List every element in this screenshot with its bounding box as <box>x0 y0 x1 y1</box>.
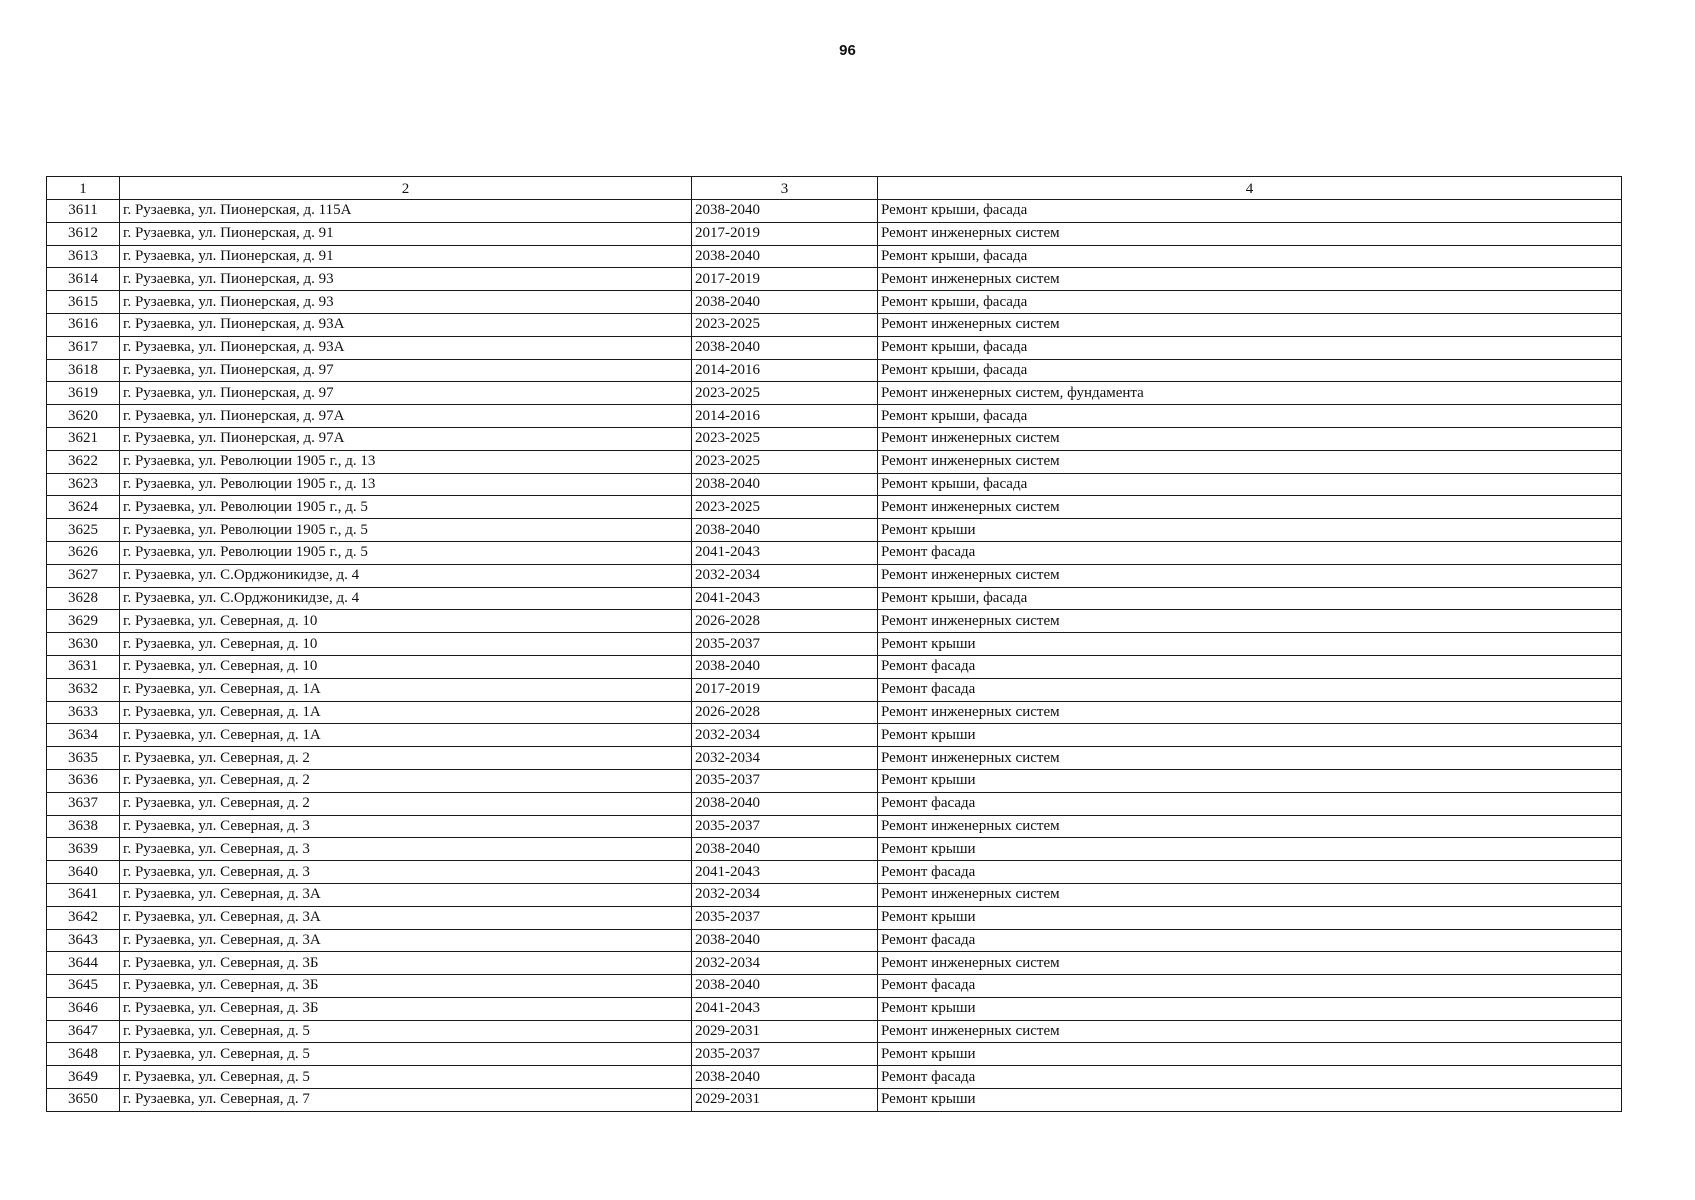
period-cell: 2023-2025 <box>692 382 878 405</box>
row-number-cell: 3632 <box>47 678 120 701</box>
row-number-cell: 3613 <box>47 245 120 268</box>
table-row <box>47 382 1622 405</box>
address-cell: г. Рузаевка, ул. Северная, д. 1А <box>120 724 692 747</box>
period-cell: 2032-2034 <box>692 564 878 587</box>
period-cell: 2038-2040 <box>692 838 878 861</box>
row-number-cell: 3628 <box>47 587 120 610</box>
table-row <box>47 427 1622 450</box>
table-row <box>47 769 1622 792</box>
work-type-cell: Ремонт инженерных систем <box>878 952 1622 975</box>
work-type-cell: Ремонт фасада <box>878 975 1622 998</box>
period-cell: 2023-2025 <box>692 450 878 473</box>
work-type-cell: Ремонт инженерных систем <box>878 222 1622 245</box>
address-cell: г. Рузаевка, ул. Революции 1905 г., д. 13 <box>120 473 692 496</box>
row-number-cell: 3641 <box>47 883 120 906</box>
row-number-cell: 3648 <box>47 1043 120 1066</box>
work-type-cell: Ремонт фасада <box>878 861 1622 884</box>
work-type-cell: Ремонт фасада <box>878 929 1622 952</box>
period-cell: 2026-2028 <box>692 610 878 633</box>
address-cell: г. Рузаевка, ул. Пионерская, д. 93 <box>120 268 692 291</box>
table-row <box>47 222 1622 245</box>
row-number-cell: 3637 <box>47 792 120 815</box>
row-number-cell: 3650 <box>47 1089 120 1112</box>
table-row <box>47 268 1622 291</box>
table-row <box>47 883 1622 906</box>
address-cell: г. Рузаевка, ул. Северная, д. 10 <box>120 633 692 656</box>
table-row <box>47 1089 1622 1112</box>
address-cell: г. Рузаевка, ул. Северная, д. 5 <box>120 1066 692 1089</box>
repair-schedule-table <box>46 176 1622 1112</box>
address-cell: г. Рузаевка, ул. Северная, д. 10 <box>120 655 692 678</box>
address-cell: г. Рузаевка, ул. Северная, д. 2 <box>120 747 692 770</box>
period-cell: 2029-2031 <box>692 1089 878 1112</box>
row-number-cell: 3630 <box>47 633 120 656</box>
work-type-cell: Ремонт крыши, фасада <box>878 291 1622 314</box>
table-row <box>47 313 1622 336</box>
work-type-cell: Ремонт крыши <box>878 838 1622 861</box>
address-cell: г. Рузаевка, ул. Северная, д. 5 <box>120 1020 692 1043</box>
row-number-cell: 3644 <box>47 952 120 975</box>
address-cell: г. Рузаевка, ул. Пионерская, д. 115А <box>120 200 692 223</box>
period-cell: 2032-2034 <box>692 747 878 770</box>
row-number-cell: 3631 <box>47 655 120 678</box>
row-number-cell: 3621 <box>47 427 120 450</box>
work-type-cell: Ремонт инженерных систем <box>878 313 1622 336</box>
work-type-cell: Ремонт инженерных систем, фундамента <box>878 382 1622 405</box>
row-number-cell: 3639 <box>47 838 120 861</box>
period-cell: 2026-2028 <box>692 701 878 724</box>
period-cell: 2032-2034 <box>692 724 878 747</box>
period-cell: 2017-2019 <box>692 268 878 291</box>
work-type-cell: Ремонт фасада <box>878 678 1622 701</box>
table-row <box>47 815 1622 838</box>
address-cell: г. Рузаевка, ул. Пионерская, д. 97А <box>120 427 692 450</box>
table-row <box>47 724 1622 747</box>
period-cell: 2032-2034 <box>692 952 878 975</box>
work-type-cell: Ремонт крыши <box>878 997 1622 1020</box>
row-number-cell: 3635 <box>47 747 120 770</box>
address-cell: г. Рузаевка, ул. Северная, д. 3 <box>120 838 692 861</box>
address-cell: г. Рузаевка, ул. Пионерская, д. 93А <box>120 313 692 336</box>
work-type-cell: Ремонт фасада <box>878 541 1622 564</box>
work-type-cell: Ремонт инженерных систем <box>878 610 1622 633</box>
table-row <box>47 1020 1622 1043</box>
table-row <box>47 929 1622 952</box>
period-cell: 2038-2040 <box>692 473 878 496</box>
address-cell: г. Рузаевка, ул. Северная, д. 3 <box>120 815 692 838</box>
address-cell: г. Рузаевка, ул. С.Орджоникидзе, д. 4 <box>120 564 692 587</box>
table-row <box>47 701 1622 724</box>
address-cell: г. Рузаевка, ул. Северная, д. 2 <box>120 792 692 815</box>
period-cell: 2038-2040 <box>692 929 878 952</box>
row-number-cell: 3636 <box>47 769 120 792</box>
address-cell: г. Рузаевка, ул. Северная, д. 3Б <box>120 952 692 975</box>
table-row <box>47 450 1622 473</box>
row-number-cell: 3619 <box>47 382 120 405</box>
table-row <box>47 541 1622 564</box>
work-type-cell: Ремонт инженерных систем <box>878 1020 1622 1043</box>
address-cell: г. Рузаевка, ул. Северная, д. 3Б <box>120 997 692 1020</box>
work-type-cell: Ремонт крыши <box>878 519 1622 542</box>
period-cell: 2041-2043 <box>692 997 878 1020</box>
table-row <box>47 838 1622 861</box>
row-number-cell: 3620 <box>47 405 120 428</box>
table-row <box>47 1043 1622 1066</box>
period-cell: 2017-2019 <box>692 222 878 245</box>
period-cell: 2035-2037 <box>692 815 878 838</box>
row-number-cell: 3633 <box>47 701 120 724</box>
work-type-cell: Ремонт крыши <box>878 769 1622 792</box>
row-number-cell: 3622 <box>47 450 120 473</box>
table-row <box>47 906 1622 929</box>
work-type-cell: Ремонт крыши, фасада <box>878 587 1622 610</box>
table-row <box>47 747 1622 770</box>
address-cell: г. Рузаевка, ул. Пионерская, д. 97 <box>120 382 692 405</box>
period-cell: 2023-2025 <box>692 313 878 336</box>
table-row <box>47 291 1622 314</box>
address-cell: г. Рузаевка, ул. Пионерская, д. 97А <box>120 405 692 428</box>
period-cell: 2014-2016 <box>692 359 878 382</box>
table-row <box>47 336 1622 359</box>
address-cell: г. Рузаевка, ул. Северная, д. 3А <box>120 906 692 929</box>
row-number-cell: 3649 <box>47 1066 120 1089</box>
row-number-cell: 3646 <box>47 997 120 1020</box>
address-cell: г. Рузаевка, ул. Северная, д. 10 <box>120 610 692 633</box>
period-cell: 2035-2037 <box>692 633 878 656</box>
table-row <box>47 405 1622 428</box>
work-type-cell: Ремонт крыши, фасада <box>878 405 1622 428</box>
work-type-cell: Ремонт инженерных систем <box>878 450 1622 473</box>
address-cell: г. Рузаевка, ул. Северная, д. 3А <box>120 883 692 906</box>
work-type-cell: Ремонт крыши, фасада <box>878 336 1622 359</box>
row-number-cell: 3618 <box>47 359 120 382</box>
column-header-work-type: 4 <box>878 177 1622 200</box>
row-number-cell: 3627 <box>47 564 120 587</box>
table-row <box>47 200 1622 223</box>
row-number-cell: 3625 <box>47 519 120 542</box>
table-row <box>47 359 1622 382</box>
table-row <box>47 952 1622 975</box>
period-cell: 2041-2043 <box>692 861 878 884</box>
table-row <box>47 1066 1622 1089</box>
work-type-cell: Ремонт инженерных систем <box>878 268 1622 291</box>
row-number-cell: 3638 <box>47 815 120 838</box>
work-type-cell: Ремонт крыши, фасада <box>878 200 1622 223</box>
period-cell: 2041-2043 <box>692 587 878 610</box>
table-row <box>47 587 1622 610</box>
column-header-number: 1 <box>47 177 120 200</box>
address-cell: г. Рузаевка, ул. Северная, д. 3А <box>120 929 692 952</box>
address-cell: г. Рузаевка, ул. Северная, д. 7 <box>120 1089 692 1112</box>
period-cell: 2038-2040 <box>692 655 878 678</box>
period-cell: 2017-2019 <box>692 678 878 701</box>
row-number-cell: 3640 <box>47 861 120 884</box>
row-number-cell: 3642 <box>47 906 120 929</box>
table-row <box>47 496 1622 519</box>
address-cell: г. Рузаевка, ул. Пионерская, д. 97 <box>120 359 692 382</box>
address-cell: г. Рузаевка, ул. Северная, д. 2 <box>120 769 692 792</box>
period-cell: 2041-2043 <box>692 541 878 564</box>
period-cell: 2038-2040 <box>692 792 878 815</box>
row-number-cell: 3612 <box>47 222 120 245</box>
row-number-cell: 3623 <box>47 473 120 496</box>
address-cell: г. Рузаевка, ул. Пионерская, д. 91 <box>120 245 692 268</box>
work-type-cell: Ремонт крыши <box>878 1089 1622 1112</box>
row-number-cell: 3647 <box>47 1020 120 1043</box>
work-type-cell: Ремонт инженерных систем <box>878 883 1622 906</box>
table-row <box>47 792 1622 815</box>
work-type-cell: Ремонт инженерных систем <box>878 496 1622 519</box>
period-cell: 2035-2037 <box>692 1043 878 1066</box>
address-cell: г. Рузаевка, ул. Северная, д. 3 <box>120 861 692 884</box>
table-row <box>47 997 1622 1020</box>
table-row <box>47 678 1622 701</box>
row-number-cell: 3616 <box>47 313 120 336</box>
address-cell: г. Рузаевка, ул. Северная, д. 5 <box>120 1043 692 1066</box>
work-type-cell: Ремонт крыши <box>878 906 1622 929</box>
row-number-cell: 3643 <box>47 929 120 952</box>
row-number-cell: 3645 <box>47 975 120 998</box>
row-number-cell: 3626 <box>47 541 120 564</box>
work-type-cell: Ремонт инженерных систем <box>878 564 1622 587</box>
address-cell: г. Рузаевка, ул. Революции 1905 г., д. 13 <box>120 450 692 473</box>
table-row <box>47 473 1622 496</box>
work-type-cell: Ремонт инженерных систем <box>878 815 1622 838</box>
column-header-address: 2 <box>120 177 692 200</box>
work-type-cell: Ремонт инженерных систем <box>878 747 1622 770</box>
address-cell: г. Рузаевка, ул. Революции 1905 г., д. 5 <box>120 541 692 564</box>
table-header-row <box>47 177 1622 200</box>
page-number: 96 <box>839 42 856 59</box>
address-cell: г. Рузаевка, ул. Пионерская, д. 93А <box>120 336 692 359</box>
column-header-period: 3 <box>692 177 878 200</box>
address-cell: г. Рузаевка, ул. Северная, д. 3Б <box>120 975 692 998</box>
work-type-cell: Ремонт крыши, фасада <box>878 359 1622 382</box>
period-cell: 2038-2040 <box>692 291 878 314</box>
work-type-cell: Ремонт фасада <box>878 655 1622 678</box>
row-number-cell: 3629 <box>47 610 120 633</box>
table-row <box>47 245 1622 268</box>
table-body <box>47 200 1622 1112</box>
address-cell: г. Рузаевка, ул. Пионерская, д. 91 <box>120 222 692 245</box>
period-cell: 2035-2037 <box>692 769 878 792</box>
table-row <box>47 861 1622 884</box>
address-cell: г. Рузаевка, ул. Северная, д. 1А <box>120 678 692 701</box>
work-type-cell: Ремонт крыши <box>878 1043 1622 1066</box>
work-type-cell: Ремонт инженерных систем <box>878 427 1622 450</box>
address-cell: г. Рузаевка, ул. С.Орджоникидзе, д. 4 <box>120 587 692 610</box>
table-row <box>47 975 1622 998</box>
period-cell: 2038-2040 <box>692 519 878 542</box>
row-number-cell: 3617 <box>47 336 120 359</box>
address-cell: г. Рузаевка, ул. Революции 1905 г., д. 5 <box>120 496 692 519</box>
work-type-cell: Ремонт крыши, фасада <box>878 245 1622 268</box>
row-number-cell: 3615 <box>47 291 120 314</box>
period-cell: 2035-2037 <box>692 906 878 929</box>
address-cell: г. Рузаевка, ул. Пионерская, д. 93 <box>120 291 692 314</box>
address-cell: г. Рузаевка, ул. Революции 1905 г., д. 5 <box>120 519 692 542</box>
work-type-cell: Ремонт фасада <box>878 1066 1622 1089</box>
work-type-cell: Ремонт крыши <box>878 633 1622 656</box>
period-cell: 2023-2025 <box>692 427 878 450</box>
work-type-cell: Ремонт фасада <box>878 792 1622 815</box>
work-type-cell: Ремонт крыши <box>878 724 1622 747</box>
table-row <box>47 564 1622 587</box>
period-cell: 2023-2025 <box>692 496 878 519</box>
row-number-cell: 3634 <box>47 724 120 747</box>
period-cell: 2038-2040 <box>692 200 878 223</box>
period-cell: 2038-2040 <box>692 975 878 998</box>
table-row <box>47 610 1622 633</box>
row-number-cell: 3611 <box>47 200 120 223</box>
table-row <box>47 519 1622 542</box>
period-cell: 2038-2040 <box>692 245 878 268</box>
period-cell: 2014-2016 <box>692 405 878 428</box>
period-cell: 2038-2040 <box>692 336 878 359</box>
period-cell: 2032-2034 <box>692 883 878 906</box>
row-number-cell: 3624 <box>47 496 120 519</box>
table-row <box>47 655 1622 678</box>
table-row <box>47 633 1622 656</box>
work-type-cell: Ремонт инженерных систем <box>878 701 1622 724</box>
period-cell: 2029-2031 <box>692 1020 878 1043</box>
address-cell: г. Рузаевка, ул. Северная, д. 1А <box>120 701 692 724</box>
work-type-cell: Ремонт крыши, фасада <box>878 473 1622 496</box>
row-number-cell: 3614 <box>47 268 120 291</box>
period-cell: 2038-2040 <box>692 1066 878 1089</box>
